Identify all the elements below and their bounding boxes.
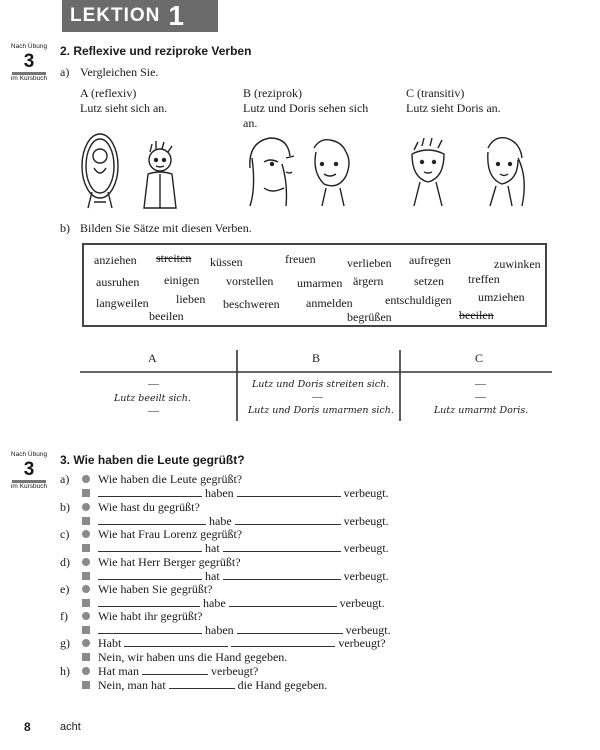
answer-end: verbeugt. xyxy=(343,569,389,583)
answer-blank[interactable] xyxy=(229,596,337,607)
answer-end: verbeugt. xyxy=(343,541,389,555)
answer-blank[interactable] xyxy=(223,541,341,552)
verb-item: anmelden xyxy=(306,296,353,310)
speaker-square-icon xyxy=(82,681,90,689)
section-2-title: 2. Reflexive und reziproke Verben xyxy=(60,44,252,58)
lektion-word: LEKTION xyxy=(70,5,161,26)
answer-verb: habe xyxy=(203,596,226,610)
table-header-a: A xyxy=(148,351,157,365)
speaker-dot-icon xyxy=(82,639,90,647)
exercise-letter: b) xyxy=(60,500,70,514)
ref-top-label: Nach Übung xyxy=(10,451,48,458)
answer-end: verbeugt. xyxy=(343,514,389,528)
verb-item: einigen xyxy=(164,273,200,287)
verb-item: ausruhen xyxy=(96,275,140,289)
verb-item: beschweren xyxy=(223,297,280,311)
exercise-letter: a) xyxy=(60,472,70,486)
page-number-word: acht xyxy=(60,721,81,733)
speaker-square-icon xyxy=(82,489,90,497)
answer-end: verbeugt. xyxy=(343,486,389,500)
exercise-letter: g) xyxy=(60,636,70,650)
answer-blank[interactable] xyxy=(223,569,341,580)
speaker-square-icon xyxy=(82,626,90,634)
column-a xyxy=(80,86,230,116)
column-b xyxy=(243,86,383,131)
answer-blank[interactable] xyxy=(98,486,202,497)
answer-blank[interactable] xyxy=(237,486,341,497)
question-start: Habt xyxy=(98,636,122,650)
section-3-title: 3. Wie haben die Leute gegrüßt? xyxy=(60,453,245,467)
answer-end: die Hand gegeben. xyxy=(237,678,328,692)
ref-number: 3 xyxy=(23,50,35,72)
verb-item: ärgern xyxy=(353,274,384,288)
column-b-sentence: Lutz und Doris sehen sich an. xyxy=(243,101,369,130)
answer-blank[interactable] xyxy=(231,636,335,647)
speaker-square-icon xyxy=(82,517,90,525)
answer-blank[interactable] xyxy=(98,569,202,580)
answer-verb: habe xyxy=(209,514,232,528)
answer-blank[interactable] xyxy=(237,623,343,634)
exercise-reference-2 xyxy=(6,452,52,490)
speaker-dot-icon xyxy=(82,558,90,566)
table-a-dash: — xyxy=(148,405,159,417)
exercise-reference-1 xyxy=(6,44,52,82)
verb-item: vorstellen xyxy=(226,274,274,288)
answer-blank[interactable] xyxy=(98,623,202,634)
speaker-dot-icon xyxy=(82,530,90,538)
answer-blank[interactable] xyxy=(169,678,235,689)
sec2-a-instruction: Vergleichen Sie. xyxy=(80,65,159,79)
answer-verb: haben xyxy=(205,623,234,637)
table-c-dash: — xyxy=(475,378,486,390)
verb-item: langweilen xyxy=(96,296,149,310)
illustration-two-faces-c xyxy=(404,128,534,208)
answer-verb: hat xyxy=(205,569,220,583)
speaker-dot-icon xyxy=(82,667,90,675)
verb-item: lieben xyxy=(176,292,206,306)
ref-bottom-label: im Kursbuch xyxy=(10,482,48,490)
sec2-a-letter: a) xyxy=(60,65,70,79)
exercise-question: Wie haben die Leute gegrüßt? xyxy=(98,472,243,486)
verb-item: umziehen xyxy=(478,290,525,304)
table-a-entry: Lutz beeilt sich. xyxy=(114,393,191,404)
exercise-question: Wie hat Frau Lorenz gegrüßt? xyxy=(98,527,243,541)
answer-blank[interactable] xyxy=(98,596,200,607)
answer-verb: hat xyxy=(205,541,220,555)
speaker-square-icon xyxy=(82,544,90,552)
speaker-dot-icon xyxy=(82,475,90,483)
speaker-dot-icon xyxy=(82,612,90,620)
verb-item: treffen xyxy=(468,272,500,286)
answer-end: verbeugt. xyxy=(345,623,391,637)
column-c xyxy=(406,86,556,116)
exercise-letter: h) xyxy=(60,664,70,678)
ref-bottom-label: im Kursbuch xyxy=(10,74,48,82)
answer-end: verbeugt. xyxy=(339,596,385,610)
question-end: verbeugt? xyxy=(211,664,259,678)
column-c-sentence: Lutz sieht Doris an. xyxy=(406,101,501,115)
table-b-entry: Lutz und Doris streiten sich. xyxy=(252,379,390,390)
verb-item: aufregen xyxy=(409,253,451,267)
table-b-dash: — xyxy=(312,391,323,403)
speaker-square-icon xyxy=(82,653,90,661)
verb-item: anziehen xyxy=(94,253,137,267)
verb-item: freuen xyxy=(285,252,316,266)
verb-item-crossed: beeilen xyxy=(459,308,494,322)
answer-blank[interactable] xyxy=(235,514,341,525)
speaker-dot-icon xyxy=(82,503,90,511)
verb-item: küssen xyxy=(210,255,243,269)
illustration-two-faces-b xyxy=(242,128,362,208)
exercise-answer-text: Nein, wir haben uns die Hand gegeben. xyxy=(98,650,288,664)
sec2-b-instruction: Bilden Sie Sätze mit diesen Verben. xyxy=(80,221,252,235)
speaker-square-icon xyxy=(82,599,90,607)
exercise-letter: e) xyxy=(60,582,70,596)
exercise-letter: c) xyxy=(60,527,70,541)
sec2-b-letter: b) xyxy=(60,221,70,235)
answer-verb: haben xyxy=(205,486,234,500)
exercise-letter: d) xyxy=(60,555,70,569)
verb-item-crossed: streiten xyxy=(156,251,192,265)
verb-item: entschuldigen xyxy=(385,293,452,307)
lektion-number: 1 xyxy=(168,0,184,31)
lektion-header xyxy=(62,0,218,32)
answer-start: Nein, man hat xyxy=(98,678,166,692)
answer-blank[interactable] xyxy=(124,636,228,647)
ref-top-label: Nach Übung xyxy=(10,43,48,50)
illustration-mirror xyxy=(78,130,188,210)
column-a-heading: A (reflexiv) xyxy=(80,86,137,100)
table-header-b: B xyxy=(312,351,321,365)
verb-box xyxy=(82,243,547,327)
exercise-question: Wie hast du gegrüßt? xyxy=(98,500,200,514)
table-b-entry: Lutz und Doris umarmen sich. xyxy=(248,405,394,416)
exercise-question: Wie hat Herr Berger gegrüßt? xyxy=(98,555,241,569)
column-a-sentence: Lutz sieht sich an. xyxy=(80,101,168,115)
question-start: Hat man xyxy=(98,664,139,678)
answer-blank[interactable] xyxy=(98,514,206,525)
question-end: verbeugt? xyxy=(338,636,386,650)
speaker-dot-icon xyxy=(82,585,90,593)
exercise-question: Wie haben Sie gegrüßt? xyxy=(98,582,213,596)
verb-item: verlieben xyxy=(347,256,392,270)
answer-blank[interactable] xyxy=(142,664,208,675)
ref-number: 3 xyxy=(23,458,35,480)
speaker-square-icon xyxy=(82,572,90,580)
column-b-heading: B (reziprok) xyxy=(243,86,302,100)
column-c-heading: C (transitiv) xyxy=(406,86,465,100)
verb-item: umarmen xyxy=(297,276,343,290)
verb-item: setzen xyxy=(414,274,444,288)
verb-item: beeilen xyxy=(149,309,184,323)
table-a-dash: — xyxy=(148,378,159,390)
exercise-letter: f) xyxy=(60,609,68,623)
table-c-entry: Lutz umarmt Doris. xyxy=(434,405,529,416)
exercise-question: Wie habt ihr gegrüßt? xyxy=(98,609,203,623)
page-number: 8 xyxy=(24,720,31,734)
table-header-c: C xyxy=(475,351,484,365)
answer-blank[interactable] xyxy=(98,541,202,552)
verb-item: begrüßen xyxy=(347,310,392,324)
table-c-dash: — xyxy=(475,391,486,403)
verb-item: zuwinken xyxy=(494,257,541,271)
